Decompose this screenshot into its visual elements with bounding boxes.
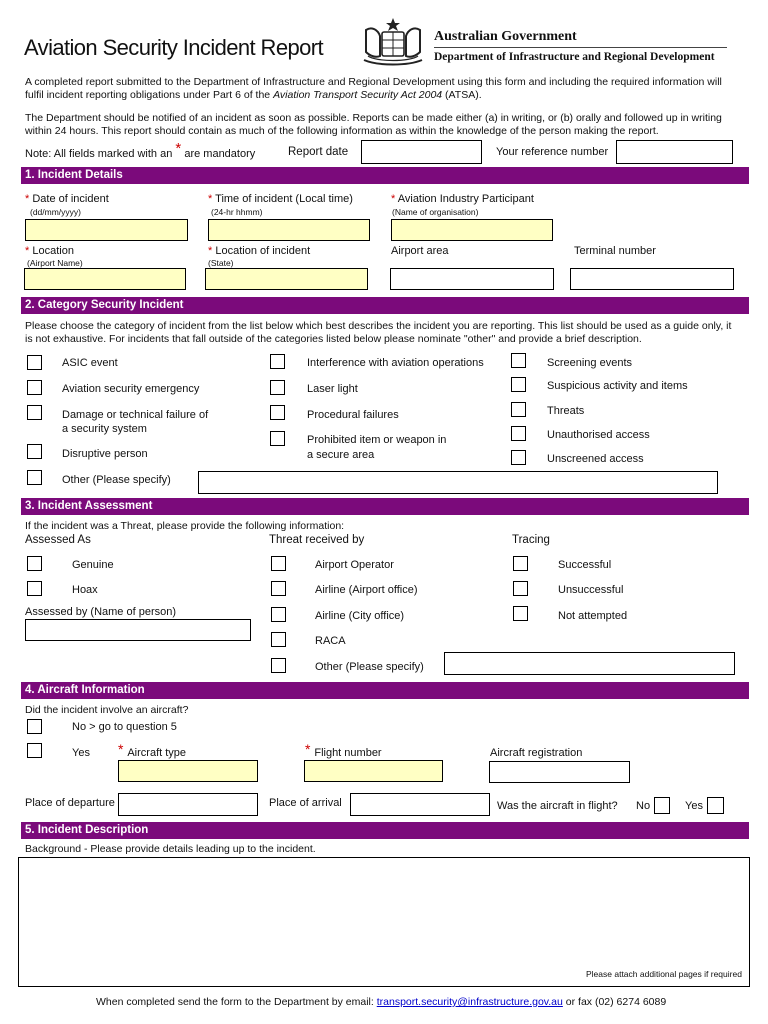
footer	[96, 996, 666, 1009]
unscreened-access-checkbox[interactable]	[511, 450, 526, 465]
other-category-label: Other (Please specify)	[62, 474, 171, 486]
in-flight-yes-checkbox[interactable]	[707, 797, 724, 814]
location-label: * Location	[25, 245, 74, 257]
screening-events-label: Screening events	[547, 357, 632, 369]
required-star: *	[175, 140, 182, 157]
threats-checkbox[interactable]	[511, 402, 526, 417]
participant-input[interactable]	[391, 219, 553, 241]
disruptive-person-label: Disruptive person	[62, 448, 148, 460]
note-end: are mandatory	[184, 148, 256, 160]
intro-p2-line2: within 24 hours. This report should contain as much of the following information as within the knowledge of the person making the report.	[25, 124, 659, 137]
unauthorised-access-label: Unauthorised access	[547, 429, 650, 441]
date-label-text: Date of incident	[32, 193, 109, 205]
unauthorised-access-checkbox[interactable]	[511, 426, 526, 441]
departure-input[interactable]	[118, 793, 258, 816]
background-textarea[interactable]	[18, 857, 750, 987]
aircraft-yes-label: Yes	[72, 747, 90, 759]
in-flight-no-checkbox[interactable]	[654, 797, 670, 814]
participant-hint: (Name of organisation)	[392, 207, 479, 217]
aircraft-type-input[interactable]	[118, 760, 258, 782]
airport-area-label: Airport area	[391, 245, 449, 257]
location-of-incident-input[interactable]	[205, 268, 368, 290]
other-category-input[interactable]	[198, 471, 718, 494]
in-flight-no-label: No	[636, 800, 651, 812]
section-4-header: 4. Aircraft Information	[21, 682, 749, 699]
flight-number-label-text: Flight number	[314, 747, 382, 759]
interference-label: Interference with aviation operations	[307, 357, 484, 369]
intro-p1-end: (ATSA).	[442, 88, 482, 101]
airline-airport-office-label: Airline (Airport office)	[315, 584, 418, 596]
screening-events-checkbox[interactable]	[511, 353, 526, 368]
section-5-header: 5. Incident Description	[21, 822, 749, 839]
laser-light-checkbox[interactable]	[270, 380, 285, 395]
prohibited-item-label-1: Prohibited item or weapon in	[307, 434, 447, 446]
reference-number-label: Your reference number	[496, 146, 609, 158]
location-of-incident-label: * Location of incident	[208, 245, 311, 257]
location-input[interactable]	[24, 268, 186, 290]
location-of-incident-hint: (State)	[208, 258, 234, 268]
participant-label: * Aviation Industry Participant	[391, 193, 534, 205]
aviation-security-emergency-checkbox[interactable]	[27, 380, 42, 395]
section-2-intro-line1: Please choose the category of incident from the list below which best describes the incident you are reporting. This list should be used as a guide only, it	[25, 320, 732, 332]
report-date-input[interactable]	[361, 140, 482, 164]
tracing-label: Tracing	[512, 534, 550, 546]
asic-event-label: ASIC event	[62, 357, 118, 369]
date-hint: (dd/mm/yyyy)	[30, 207, 81, 217]
hoax-label: Hoax	[72, 584, 98, 596]
aircraft-no-label: No > go to question 5	[72, 721, 177, 733]
airport-operator-checkbox[interactable]	[271, 556, 286, 571]
registration-label: Aircraft registration	[490, 747, 583, 759]
aviation-security-emergency-label: Aviation security emergency	[62, 383, 200, 395]
airline-city-office-checkbox[interactable]	[271, 607, 286, 622]
other-threat-label: Other (Please specify)	[315, 661, 424, 673]
disruptive-person-checkbox[interactable]	[27, 444, 42, 459]
time-hint: (24-hr hhmm)	[211, 207, 263, 217]
location-hint: (Airport Name)	[27, 258, 83, 268]
suspicious-activity-label: Suspicious activity and items	[547, 380, 688, 392]
not-attempted-checkbox[interactable]	[513, 606, 528, 621]
participant-label-text: Aviation Industry Participant	[397, 193, 534, 205]
assessed-by-input[interactable]	[25, 619, 251, 641]
footer-text-end: or fax (02) 6274 6089	[562, 996, 667, 1008]
time-of-incident-input[interactable]	[208, 219, 370, 241]
header-divider	[434, 47, 727, 48]
laser-light-label: Laser light	[307, 383, 358, 395]
location-label-text: Location	[32, 245, 74, 257]
raca-checkbox[interactable]	[271, 632, 286, 647]
assessed-by-label: Assessed by (Name of person)	[25, 606, 177, 618]
in-flight-label: Was the aircraft in flight?	[497, 800, 618, 812]
successful-label: Successful	[558, 559, 612, 571]
coat-of-arms-icon	[358, 16, 428, 68]
interference-checkbox[interactable]	[270, 354, 285, 369]
aircraft-yes-checkbox[interactable]	[27, 743, 42, 758]
arrival-label: Place of arrival	[269, 797, 342, 809]
assessed-as-label: Assessed As	[25, 534, 91, 546]
intro-p1-line2	[25, 89, 750, 102]
time-of-incident-label: * Time of incident (Local time)	[208, 193, 353, 205]
attach-note: Please attach additional pages if required	[586, 969, 742, 979]
intro-paragraph-2	[25, 112, 750, 137]
raca-label: RACA	[315, 635, 346, 647]
suspicious-activity-checkbox[interactable]	[511, 377, 526, 392]
reference-number-input[interactable]	[616, 140, 733, 164]
section-3-header: 3. Incident Assessment	[21, 498, 749, 515]
background-label: Background - Please provide details leading up to the incident.	[25, 843, 316, 855]
procedural-failures-label: Procedural failures	[307, 409, 399, 421]
aircraft-question: Did the incident involve an aircraft?	[25, 704, 189, 716]
damage-failure-label-2: a security system	[62, 423, 147, 435]
unsuccessful-checkbox[interactable]	[513, 581, 528, 596]
asic-event-checkbox[interactable]	[27, 355, 42, 370]
report-date-label: Report date	[288, 146, 349, 158]
genuine-label: Genuine	[72, 559, 114, 571]
note-start: Note: All fields marked with an	[25, 148, 173, 160]
airport-area-input[interactable]	[390, 268, 554, 290]
threats-label: Threats	[547, 405, 585, 417]
section-2-intro	[25, 320, 731, 345]
genuine-checkbox[interactable]	[27, 556, 42, 571]
date-of-incident-input[interactable]	[25, 219, 188, 241]
footer-text-start: When completed send the form to the Department by email:	[96, 996, 377, 1008]
location-of-incident-label-text: Location of incident	[215, 245, 311, 257]
registration-input[interactable]	[489, 761, 630, 783]
other-threat-checkbox[interactable]	[271, 658, 286, 673]
terminal-number-input[interactable]	[570, 268, 734, 290]
unscreened-access-label: Unscreened access	[547, 453, 644, 465]
time-label-text: Time of incident (Local time)	[215, 193, 353, 205]
government-name: Australian Government	[434, 29, 577, 44]
section-1-header: 1. Incident Details	[21, 167, 749, 184]
successful-checkbox[interactable]	[513, 556, 528, 571]
hoax-checkbox[interactable]	[27, 581, 42, 596]
email-link[interactable]: transport.security@infrastructure.gov.au	[376, 996, 563, 1008]
terminal-number-label: Terminal number	[574, 245, 656, 257]
airline-airport-office-checkbox[interactable]	[271, 581, 286, 596]
other-category-checkbox[interactable]	[27, 470, 42, 485]
intro-p1-line1: A completed report submitted to the Department of Infrastructure and Regional Development using this form and including the required information will	[25, 76, 722, 88]
intro-p2-line1: The Department should be notified of an incident as soon as possible. Reports can be made either (a) in writing, or (b) orally and followed up in writing	[25, 112, 722, 124]
airline-city-office-label: Airline (City office)	[315, 610, 405, 622]
act-name: Aviation Transport Security Act 2004	[273, 88, 443, 101]
aircraft-type-label-text: Aircraft type	[127, 747, 187, 759]
date-of-incident-label: * Date of incident	[25, 193, 109, 205]
intro-p1-text: fulfil incident reporting obligations under Part 6 of the	[25, 88, 274, 101]
departure-label: Place of departure	[25, 797, 115, 809]
intro-paragraph-1	[25, 76, 750, 101]
in-flight-yes-label: Yes	[685, 800, 703, 812]
prohibited-item-label-2: a secure area	[307, 449, 375, 461]
other-threat-input[interactable]	[444, 652, 735, 675]
prohibited-item-checkbox[interactable]	[270, 431, 285, 446]
procedural-failures-checkbox[interactable]	[270, 405, 285, 420]
aircraft-type-label: * Aircraft type	[118, 741, 187, 759]
damage-failure-checkbox[interactable]	[27, 405, 42, 420]
damage-failure-label-1: Damage or technical failure of	[62, 409, 209, 421]
mandatory-note	[25, 140, 256, 161]
page-title: Aviation Security Incident Report	[24, 35, 323, 60]
flight-number-input[interactable]	[304, 760, 443, 782]
airport-operator-label: Airport Operator	[315, 559, 394, 571]
not-attempted-label: Not attempted	[558, 610, 628, 622]
section-2-intro-line2: is not exhaustive. For incidents that fall outside of the categories listed below please nominate "other" and provide a brief description.	[25, 332, 642, 345]
threat-received-label: Threat received by	[269, 534, 365, 546]
unsuccessful-label: Unsuccessful	[558, 584, 624, 596]
aircraft-no-checkbox[interactable]	[27, 719, 42, 734]
department-name: Department of Infrastructure and Regional Development	[434, 51, 715, 63]
arrival-input[interactable]	[350, 793, 490, 816]
flight-number-label: * Flight number	[305, 741, 382, 759]
section-3-intro: If the incident was a Threat, please provide the following information:	[25, 520, 345, 532]
section-2-header: 2. Category Security Incident	[21, 297, 749, 314]
